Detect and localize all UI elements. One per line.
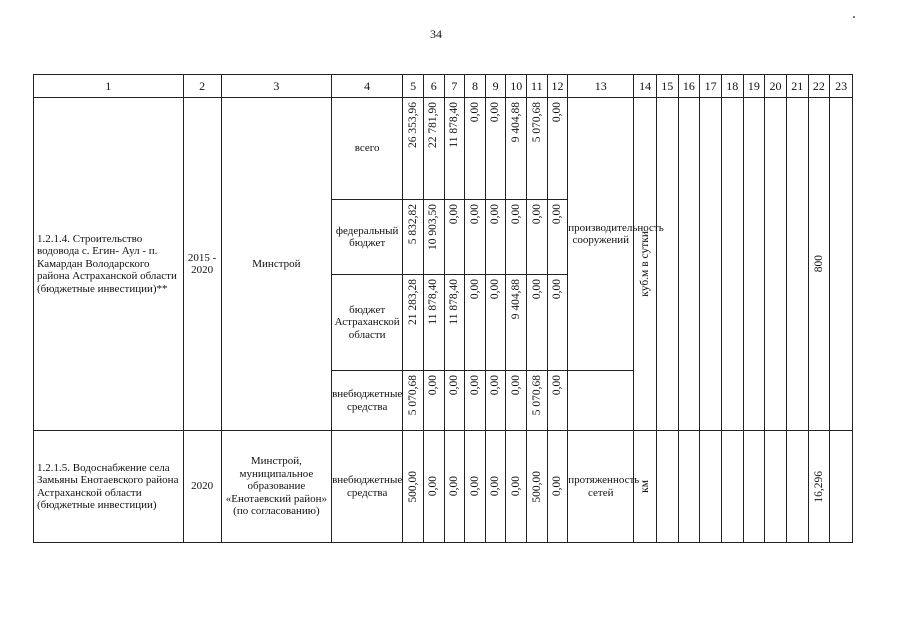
- amount-value: 0,00: [509, 476, 522, 497]
- amount-cell: [403, 275, 424, 371]
- amount-value: 0,00: [489, 279, 502, 300]
- col-header: 20: [765, 75, 787, 98]
- amount-value: 11 878,40: [427, 279, 440, 325]
- funding-source: всего: [332, 98, 403, 200]
- amount-value: 0,00: [448, 476, 461, 497]
- amount-cell: [423, 98, 444, 200]
- amount-value: 500,00: [406, 470, 419, 503]
- empty-cell: [765, 431, 787, 543]
- col-header: 7: [444, 75, 465, 98]
- amount-cell: [547, 371, 568, 431]
- empty-cell: [568, 371, 634, 431]
- indicator-value: [808, 98, 830, 431]
- indicator-value: [808, 431, 830, 543]
- empty-cell: [700, 98, 722, 431]
- table-row: [34, 98, 853, 200]
- amount-cell: [527, 200, 548, 275]
- empty-cell: [743, 431, 765, 543]
- amount-cell: [444, 371, 465, 431]
- amount-value: 0,00: [551, 476, 564, 497]
- amount-cell: [485, 275, 506, 371]
- amount-value: 0,00: [468, 102, 481, 123]
- project-executor: Минстрой: [221, 98, 331, 431]
- empty-cell: [678, 98, 700, 431]
- amount-value: 21 283,28: [406, 279, 419, 325]
- project-name: 1.2.1.4. Строительство водовода с. Егин- Аул - п. Камардан Володарского района Астраханской области (бюджетные инвестиции)**: [34, 98, 184, 431]
- value-text: 800: [812, 255, 825, 273]
- col-header: 9: [485, 75, 506, 98]
- amount-cell: [485, 431, 506, 543]
- amount-cell: [506, 98, 527, 200]
- empty-cell: [786, 98, 808, 431]
- col-header: 14: [634, 75, 657, 98]
- empty-cell: [830, 98, 853, 431]
- amount-cell: [403, 431, 424, 543]
- empty-cell: [721, 98, 743, 431]
- amount-value: 0,00: [427, 375, 440, 396]
- col-header: 1: [34, 75, 184, 98]
- program-table: [33, 74, 853, 543]
- col-header: 19: [743, 75, 765, 98]
- amount-cell: [547, 98, 568, 200]
- amount-cell: [444, 200, 465, 275]
- amount-cell: [506, 371, 527, 431]
- amount-cell: [485, 98, 506, 200]
- amount-value: 11 878,40: [448, 102, 461, 148]
- amount-value: 0,00: [489, 375, 502, 396]
- col-header: 2: [183, 75, 221, 98]
- table-row: [34, 431, 853, 543]
- col-header: 3: [221, 75, 331, 98]
- amount-cell: [423, 200, 444, 275]
- unit-text: км: [638, 480, 651, 493]
- amount-value: 5 832,82: [406, 204, 419, 245]
- amount-cell: [444, 431, 465, 543]
- funding-source: бюджет Астраханской области: [332, 275, 403, 371]
- amount-cell: [547, 275, 568, 371]
- amount-value: 11 878,40: [448, 279, 461, 325]
- amount-value: 0,00: [509, 204, 522, 225]
- amount-value: 0,00: [427, 476, 440, 497]
- amount-cell: [423, 431, 444, 543]
- amount-cell: [527, 431, 548, 543]
- amount-cell: [485, 200, 506, 275]
- amount-value: 0,00: [530, 204, 543, 225]
- unit-text: куб.м в сутки: [638, 231, 651, 297]
- col-header: 11: [527, 75, 548, 98]
- col-header: 5: [403, 75, 424, 98]
- funding-source: федеральный бюджет: [332, 200, 403, 275]
- amount-cell: [527, 275, 548, 371]
- amount-cell: [465, 431, 486, 543]
- page-number: 34: [430, 27, 442, 41]
- empty-cell: [700, 431, 722, 543]
- amount-cell: [527, 98, 548, 200]
- col-header: 10: [506, 75, 527, 98]
- amount-value: 9 404,88: [509, 279, 522, 320]
- amount-cell: [403, 98, 424, 200]
- amount-cell: [444, 275, 465, 371]
- col-header: 17: [700, 75, 722, 98]
- amount-value: 22 781,90: [427, 102, 440, 148]
- col-header: 15: [656, 75, 678, 98]
- amount-value: 500,00: [530, 470, 543, 503]
- amount-value: 26 353,96: [406, 102, 419, 148]
- amount-value: 0,00: [530, 279, 543, 300]
- amount-value: 0,00: [551, 204, 564, 225]
- amount-cell: [527, 371, 548, 431]
- amount-cell: [465, 98, 486, 200]
- amount-cell: [485, 371, 506, 431]
- amount-cell: [547, 431, 568, 543]
- col-header: 6: [423, 75, 444, 98]
- amount-cell: [465, 275, 486, 371]
- amount-cell: [423, 275, 444, 371]
- amount-value: 0,00: [448, 204, 461, 225]
- amount-cell: [465, 200, 486, 275]
- amount-value: 5 070,68: [530, 375, 543, 416]
- amount-value: 10 903,50: [427, 204, 440, 250]
- amount-value: 0,00: [468, 476, 481, 497]
- empty-cell: [678, 431, 700, 543]
- amount-value: 0,00: [448, 375, 461, 396]
- amount-cell: [547, 200, 568, 275]
- indicator-name: производительность сооружений: [568, 98, 634, 371]
- amount-value: 0,00: [489, 476, 502, 497]
- amount-value: 0,00: [468, 204, 481, 225]
- indicator-name: протяженность сетей: [568, 431, 634, 543]
- amount-cell: [506, 200, 527, 275]
- amount-cell: [506, 275, 527, 371]
- amount-cell: [506, 431, 527, 543]
- amount-value: 5 070,68: [530, 102, 543, 143]
- col-header: 16: [678, 75, 700, 98]
- funding-source: внебюджетные средства: [332, 371, 403, 431]
- col-header: 22: [808, 75, 830, 98]
- amount-value: 0,00: [489, 102, 502, 123]
- col-header: 4: [332, 75, 403, 98]
- col-header: 12: [547, 75, 568, 98]
- amount-value: 0,00: [551, 279, 564, 300]
- empty-cell: [743, 98, 765, 431]
- amount-value: 0,00: [468, 375, 481, 396]
- col-header: 21: [786, 75, 808, 98]
- project-executor: Минстрой, муниципальное образование «Енотаевский район» (по согласованию): [221, 431, 331, 543]
- funding-source: внебюджетные средства: [332, 431, 403, 543]
- project-years: 2020: [183, 431, 221, 543]
- scan-speck: [853, 16, 855, 18]
- col-header: 23: [830, 75, 853, 98]
- empty-cell: [721, 431, 743, 543]
- amount-value: 0,00: [551, 102, 564, 123]
- header-row: [34, 75, 853, 98]
- indicator-unit: [634, 98, 657, 431]
- amount-value: 0,00: [551, 375, 564, 396]
- amount-value: 9 404,88: [509, 102, 522, 143]
- empty-cell: [765, 98, 787, 431]
- amount-value: 0,00: [509, 375, 522, 396]
- value-text: 16,296: [812, 470, 825, 503]
- amount-cell: [403, 371, 424, 431]
- amount-value: 5 070,68: [406, 375, 419, 416]
- col-header: 18: [721, 75, 743, 98]
- amount-cell: [444, 98, 465, 200]
- col-header: 13: [568, 75, 634, 98]
- amount-value: 0,00: [489, 204, 502, 225]
- col-header: 8: [465, 75, 486, 98]
- amount-cell: [423, 371, 444, 431]
- empty-cell: [786, 431, 808, 543]
- indicator-unit: [634, 431, 657, 543]
- amount-cell: [465, 371, 486, 431]
- amount-value: 0,00: [468, 279, 481, 300]
- project-name: 1.2.1.5. Водоснабжение села Замьяны Енотаевского района Астраханской области (бюджетные инвестиции): [34, 431, 184, 543]
- empty-cell: [656, 98, 678, 431]
- empty-cell: [656, 431, 678, 543]
- empty-cell: [830, 431, 853, 543]
- amount-cell: [403, 200, 424, 275]
- project-years: 2015 - 2020: [183, 98, 221, 431]
